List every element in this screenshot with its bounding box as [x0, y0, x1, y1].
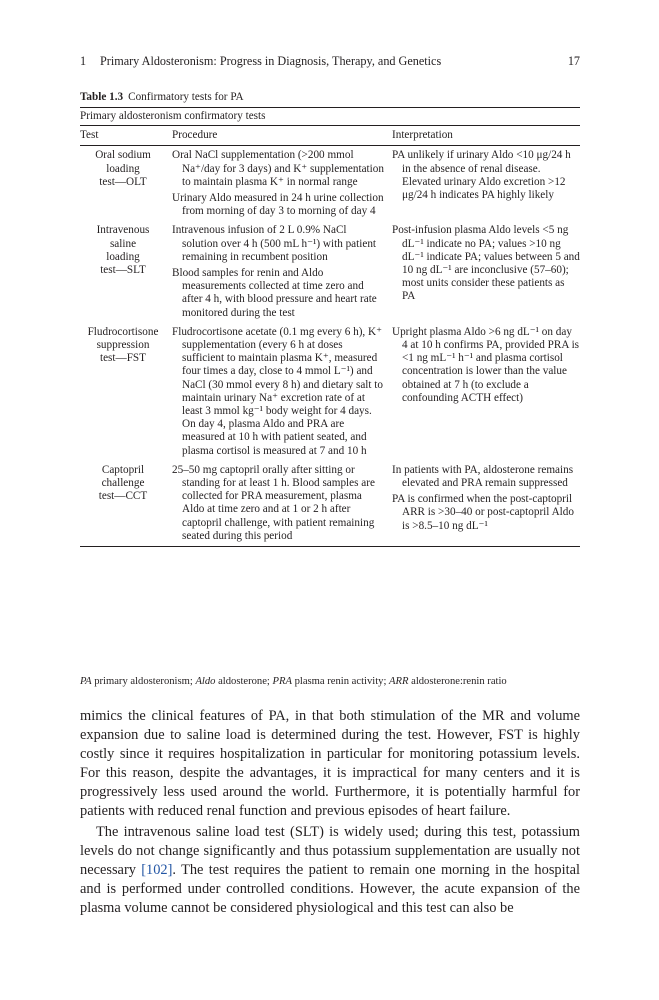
table-row	[80, 221, 580, 322]
procedure-cell	[172, 323, 392, 461]
test-name-line: saline	[109, 237, 137, 250]
paragraph-text: The intravenous saline load test (SLT) is widely used; during this test, potassium levels do not change significantly and thus potassium supplementation are usually not necessary	[80, 824, 580, 878]
footnote-definition: primary aldosteronism;	[91, 676, 196, 687]
table-caption	[80, 91, 244, 104]
test-name-line: test—SLT	[100, 264, 146, 277]
confirmatory-tests-table	[80, 107, 580, 547]
test-name-line: Captopril	[101, 463, 145, 476]
interpretation-cell	[392, 323, 580, 461]
column-header-interpretation: Interpretation	[392, 129, 453, 142]
procedure-text: Intravenous infusion of 2 L 0.9% NaCl solution over 4 h (500 mL h⁻¹) with patient remaining in recumbent position	[172, 224, 377, 263]
test-name-cell	[80, 146, 172, 222]
test-name-line: test—OLT	[99, 175, 147, 188]
test-name-line: Oral sodium	[95, 149, 151, 162]
chapter-number: 1	[80, 54, 87, 68]
table-footnote	[80, 675, 580, 688]
procedure-text: Urinary Aldo measured in 24 h urine collection from morning of day 3 to morning of day 4	[172, 192, 384, 218]
interpretation-text: PA unlikely if urinary Aldo <10 μg/24 h in the absence of renal disease. Elevated urinary Aldo excretion >12 μg/24 h indicates PA highly likely	[392, 149, 571, 202]
footnote-definition: aldosterone;	[215, 676, 273, 687]
column-header-test: Test	[80, 129, 99, 142]
paragraph	[80, 823, 580, 918]
running-title: Primary Aldosteronism: Progress in Diagnosis, Therapy, and Genetics	[100, 54, 442, 68]
running-header	[80, 54, 580, 68]
table-group-header: Primary aldosteronism confirmatory tests	[80, 110, 266, 122]
interpretation-cell	[392, 146, 580, 222]
test-name-line: loading	[106, 162, 140, 175]
table-title: Confirmatory tests for PA	[128, 91, 244, 103]
test-name-cell	[80, 323, 172, 461]
column-header-procedure: Procedure	[172, 129, 218, 142]
interpretation-text: In patients with PA, aldosterone remains elevated and PRA remain suppressed	[392, 463, 574, 490]
test-name-line: test—CCT	[98, 490, 148, 503]
footnote-abbreviation: PA	[80, 676, 92, 687]
procedure-text: Oral NaCl supplementation (>200 mmol Na⁺/day for 3 days) and K⁺ supplementation to maintain plasma K⁺ in normal range	[172, 149, 384, 188]
body-text	[80, 707, 580, 918]
interpretation-cell	[392, 461, 580, 547]
footnote-definition: aldosterone:renin ratio	[408, 676, 507, 687]
test-name-cell	[80, 221, 172, 322]
procedure-text: 25–50 mg captopril orally after sitting or standing for at least 1 h. Blood samples are collected for PRA measurement, plasma Aldo at time zero and at 1 or 2 h after captopril challenge, with patient remaining seated during this period	[172, 463, 375, 542]
interpretation-text: Upright plasma Aldo >6 ng dL⁻¹ on day 4 at 10 h confirms PA, provided PRA is <1 ng mL⁻¹ h⁻¹ and plasma cortisol concentration is lower than the value obtained at 7 h (to exclude a confounding ACTH effect)	[392, 325, 580, 404]
paragraph-text: . The test requires the patient to remain one morning in the hospital and is performed under controlled conditions. However, the acute expansion of the plasma volume cannot be considered physiological and this test can also be	[80, 862, 580, 916]
footnote-abbreviation: Aldo	[195, 676, 216, 687]
test-name-line: Intravenous	[96, 224, 150, 237]
test-name-line: challenge	[101, 477, 145, 490]
table-row	[80, 146, 580, 222]
procedure-text: Blood samples for renin and Aldo measurements collected at time zero and after 4 h, with blood pressure and heart rate monitored during the test	[172, 267, 377, 319]
footnote-abbreviation: ARR	[389, 676, 409, 687]
procedure-cell	[172, 221, 392, 322]
procedure-cell	[172, 146, 392, 222]
test-name-line: test—FST	[99, 352, 146, 365]
table-row	[80, 461, 580, 547]
test-name-line: loading	[106, 250, 140, 263]
table-body	[80, 146, 580, 547]
test-name-line: Fludrocortisone	[87, 325, 159, 338]
footnote-definition: plasma renin activity;	[291, 676, 390, 687]
footnote-abbreviation: PRA	[272, 676, 292, 687]
test-name-line: suppression	[96, 339, 150, 352]
table-row	[80, 323, 580, 461]
test-name-cell	[80, 461, 172, 547]
interpretation-cell	[392, 221, 580, 322]
paragraph: mimics the clinical features of PA, in that both stimulation of the MR and volume expansion due to saline load is determined during the test. However, FST is highly costly since it requires hospitalization in particular for monitoring potassium levels. For this reason, despite the advantages, it is impractical for many centers and it is progressively less used around the world. Furthermore, it is potentially harmful for patients with reduced renal function and previous episodes of heart failure.	[80, 708, 580, 819]
page-number: 17	[567, 54, 580, 68]
table-label: Table 1.3	[80, 91, 124, 103]
citation-link[interactable]: [102]	[141, 862, 173, 878]
procedure-text: Fludrocortisone acetate (0.1 mg every 6 h), K⁺ supplementation (every 6 h at doses sufficient to maintain plasma K⁺, measured four times a day, close to 4 mmol L⁻¹) and NaCl (30 mmol every 8 h) and dietary salt to maintain urinary Na⁺ excretion rate of at least 3 mmol kg⁻¹ body weight for 4 days. On day 4, plasma Aldo and PRA are measured at 10 h with patient seated, and plasma cortisol is measured at 7 and 10 h	[172, 325, 384, 457]
interpretation-text: PA is confirmed when the post-captopril ARR is >30–40 or post-captopril Aldo is >8.5–10 ng dL⁻¹	[392, 493, 574, 532]
procedure-cell	[172, 461, 392, 547]
interpretation-text: Post-infusion plasma Aldo levels <5 ng dL⁻¹ indicate no PA; values >10 ng dL⁻¹ indicate PA; values between 5 and 10 ng dL⁻¹ are inconclusive (57–60); most units consider these patients as PA	[392, 224, 580, 303]
